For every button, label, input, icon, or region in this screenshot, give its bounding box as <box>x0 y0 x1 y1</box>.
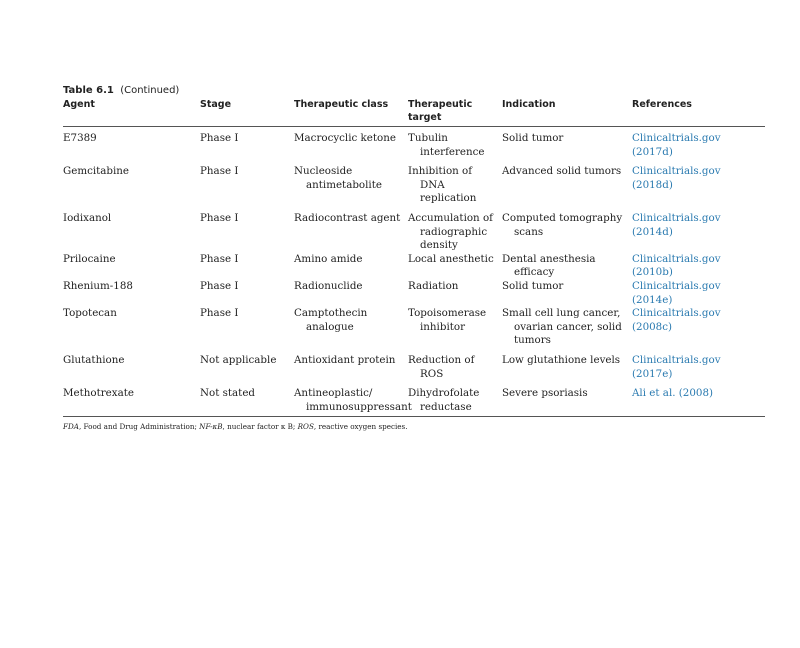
reference-link[interactable]: Clinicaltrials.gov (2017d) <box>632 132 721 158</box>
cell-therapeutic-class <box>294 253 408 280</box>
reference-link[interactable]: Clinicaltrials.gov (2017e) <box>632 353 721 380</box>
cell-agent: Gemcitabine <box>63 165 130 178</box>
table-footnote <box>63 422 765 432</box>
cell-stage: Phase I <box>200 252 239 265</box>
header-references: References <box>632 97 765 127</box>
cell-indication <box>502 354 632 387</box>
cell-indication <box>502 212 632 253</box>
table-row <box>63 280 765 307</box>
cell-indication <box>502 307 632 354</box>
table-row <box>63 212 765 253</box>
cell-therapeutic-class <box>294 165 408 212</box>
footnote-abbr-ros: ROS <box>297 422 314 432</box>
cell-therapeutic-class <box>294 354 408 387</box>
table-row <box>63 354 765 387</box>
cell-text: Tubulin interference <box>408 132 485 158</box>
header-indication: Indication <box>502 97 632 127</box>
cell-therapeutic-target <box>408 165 502 212</box>
cell-indication <box>502 253 632 280</box>
cell-text: Advanced solid tumors <box>502 165 622 178</box>
table-header <box>63 97 765 127</box>
cell-agent: Glutathione <box>63 353 125 366</box>
header-row <box>63 97 765 127</box>
cell-text: Accumulation of radiographic density <box>408 211 493 252</box>
table-caption <box>63 84 765 97</box>
cell-therapeutic-target <box>408 387 502 417</box>
cell-therapeutic-target <box>408 280 502 307</box>
cell-text: Macrocyclic ketone <box>294 132 396 144</box>
cell-agent: Rhenium-188 <box>63 279 133 292</box>
cell-stage: Phase I <box>200 132 239 144</box>
cell-text: Severe psoriasis <box>502 387 588 400</box>
cell-text: Dental anesthesia efficacy <box>502 252 596 279</box>
cell-therapeutic-target <box>408 307 502 354</box>
cell-indication <box>502 165 632 212</box>
header-therapeutic-class: Therapeutic class <box>294 97 408 127</box>
cell-text: Topoisomerase inhibitor <box>408 307 487 333</box>
cell-indication <box>502 127 632 166</box>
cell-indication <box>502 387 632 417</box>
cell-therapeutic-target <box>408 127 502 166</box>
cell-agent: Topotecan <box>63 307 117 320</box>
cell-agent: Iodixanol <box>63 211 112 224</box>
cell-text: Local anesthetic <box>408 252 494 265</box>
table-row <box>63 127 765 166</box>
cell-therapeutic-target <box>408 253 502 280</box>
cell-text: Reduction of ROS <box>408 353 475 380</box>
header-stage: Stage <box>200 97 294 127</box>
cell-agent: Methotrexate <box>63 387 134 400</box>
cell-text: Radiocontrast agent <box>294 211 401 224</box>
reference-link[interactable]: Clinicaltrials.gov (2008c) <box>632 307 721 333</box>
cell-therapeutic-class <box>294 212 408 253</box>
cell-text: Solid tumor <box>502 279 564 292</box>
reference-link[interactable]: Clinicaltrials.gov (2014e) <box>632 279 721 306</box>
data-table <box>63 97 765 417</box>
cell-stage: Phase I <box>200 211 239 224</box>
cell-therapeutic-class <box>294 280 408 307</box>
table-container <box>63 84 765 432</box>
cell-indication <box>502 280 632 307</box>
cell-therapeutic-class <box>294 387 412 417</box>
table-row <box>63 387 765 417</box>
cell-stage: Phase I <box>200 279 239 292</box>
cell-stage: Not applicable <box>200 353 277 366</box>
cell-text: Inhibition of DNA replication <box>408 165 477 205</box>
reference-link[interactable]: Clinicaltrials.gov (2014d) <box>632 211 721 238</box>
cell-text: Small cell lung cancer, ovarian cancer, solid tumors <box>502 307 622 347</box>
cell-text: Antineoplastic/ immunosuppressant <box>294 387 412 413</box>
footnote-text-nfkb: , nuclear factor κ B; <box>222 422 298 432</box>
table-body <box>63 127 765 417</box>
cell-text: Solid tumor <box>502 132 564 144</box>
reference-link[interactable]: Ali et al. (2008) <box>632 387 714 400</box>
table-row <box>63 253 765 280</box>
cell-agent: E7389 <box>63 132 97 144</box>
cell-text: Camptothecin analogue <box>294 307 368 333</box>
reference-link[interactable]: Clinicaltrials.gov (2010b) <box>632 252 721 279</box>
caption-text: (Continued) <box>120 85 180 96</box>
cell-text: Amino amide <box>294 252 363 265</box>
header-agent: Agent <box>63 97 200 127</box>
cell-text: Nucleoside antimetabolite <box>294 165 382 191</box>
cell-text: Dihydrofolate reductase <box>408 387 480 413</box>
cell-agent: Prilocaine <box>63 252 116 265</box>
cell-text: Radiation <box>408 279 459 292</box>
footnote-text-fda: , Food and Drug Administration; <box>78 422 200 432</box>
cell-therapeutic-target <box>408 354 502 387</box>
table-row <box>63 307 765 354</box>
footnote-abbr-fda: FDA <box>63 422 79 432</box>
cell-text: Radionuclide <box>294 279 363 292</box>
cell-text: Antioxidant protein <box>294 353 396 366</box>
cell-stage: Phase I <box>200 165 239 178</box>
caption-label: Table 6.1 <box>63 85 114 96</box>
cell-therapeutic-class <box>294 127 408 166</box>
cell-therapeutic-class <box>294 307 408 354</box>
cell-text: Low glutathione levels <box>502 353 621 366</box>
table-row <box>63 165 765 212</box>
footnote-abbr-nfkb: NF-κB <box>199 422 223 432</box>
cell-stage: Phase I <box>200 307 239 320</box>
footnote-text-ros: , reactive oxygen species. <box>313 422 408 432</box>
reference-link[interactable]: Clinicaltrials.gov (2018d) <box>632 165 721 191</box>
cell-therapeutic-target <box>408 212 502 253</box>
cell-stage: Not stated <box>200 387 256 400</box>
cell-text: Computed tomography scans <box>502 211 623 238</box>
header-therapeutic-target: Therapeutic target <box>408 97 502 127</box>
